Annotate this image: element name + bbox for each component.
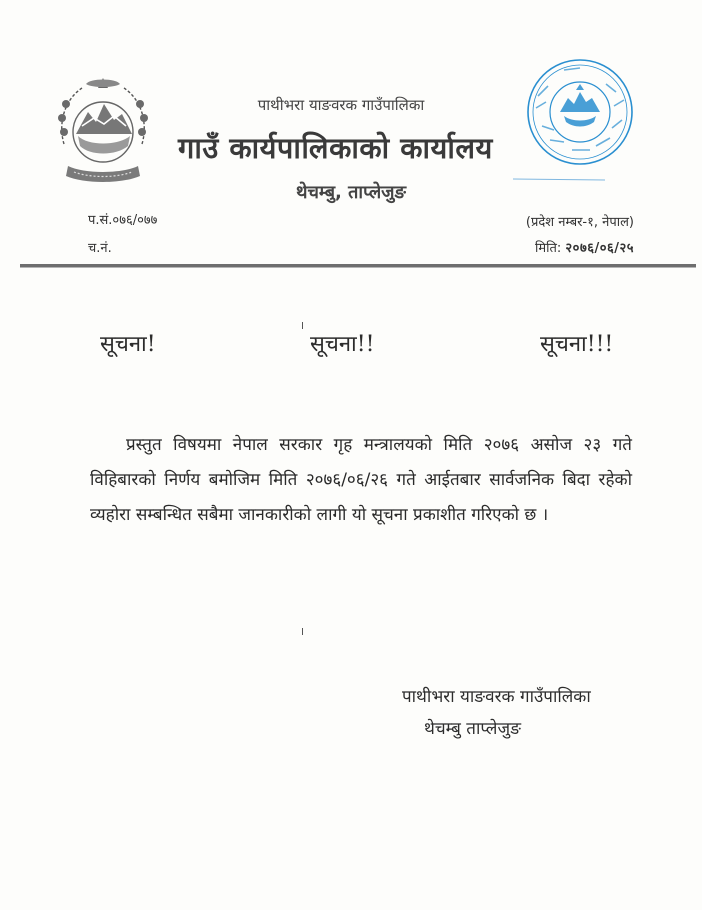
header-divider xyxy=(20,264,696,268)
date-value: २०७६/०६/२५ xyxy=(565,241,634,256)
office-location: थेचम्बु, ताप्लेजुङ xyxy=(296,182,406,203)
signature-municipality: पाथीभरा याङवरक गाउँपालिका xyxy=(402,687,591,707)
date-label: मिति: xyxy=(534,241,562,256)
notice-heading-2: सूचना!! xyxy=(310,332,375,357)
scan-mark xyxy=(302,628,303,635)
notice-heading-3: सूचना!!! xyxy=(540,332,614,357)
nepal-emblem-icon xyxy=(54,74,152,186)
reference-number: प.सं.०७६/०७७ xyxy=(88,213,158,228)
scan-mark xyxy=(302,322,303,329)
dispatch-number: च.नं. xyxy=(88,241,112,256)
notice-heading-1: सूचना! xyxy=(100,332,156,357)
notice-body: प्रस्तुत विषयमा नेपाल सरकार गृह मन्त्रालयको मिति २०७६ असोज २३ गते विहिबारको निर्णय बमोजिम मिति २०७६/०६/२६ गते आईतबार सार्वजनिक बिदा रहेको व्यहोरा सम्बन्धित सबैमा जानकारीको लागी यो सूचना प्रकाशीत गरिएको छ । xyxy=(90,435,632,525)
signature-location: थेचम्बु ताप्लेजुङ xyxy=(424,719,521,739)
office-title: गाउँ कार्यपालिकाको कार्यालय xyxy=(178,131,493,165)
date-row xyxy=(535,238,634,256)
municipality-name: पाथीभरा याङवरक गाउँपालिका xyxy=(257,96,425,114)
province-label: (प्रदेश नम्बर-१, नेपाल) xyxy=(525,215,634,230)
